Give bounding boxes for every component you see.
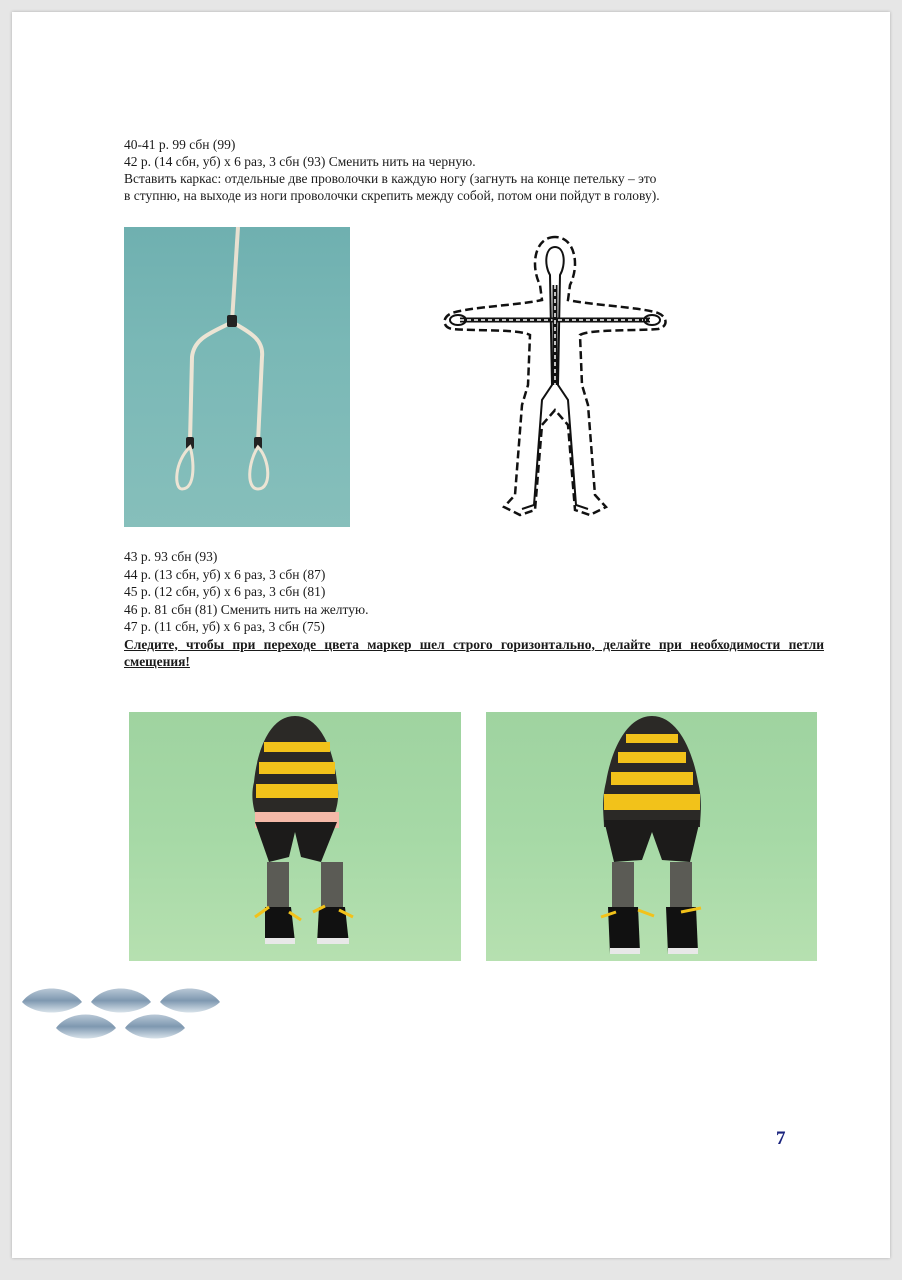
warning-note: Следите, чтобы при переходе цвета маркер шел строго горизонтально, делайте при необходимости петли смещения! — [124, 636, 824, 669]
wire-frame-illustration — [124, 227, 350, 527]
instruction-line: 43 р. 93 сбн (93) — [124, 549, 218, 564]
instruction-line: 46 р. 81 сбн (81) Сменить нить на желтую. — [124, 601, 369, 617]
instructions-bottom — [124, 548, 824, 671]
bee-body-back-illustration — [129, 712, 461, 961]
page-number: 7 — [776, 1128, 786, 1149]
instruction-line: 45 р. (12 сбн, уб) х 6 раз, 3 сбн (81) — [124, 584, 326, 599]
instructions-top — [124, 136, 824, 204]
instruction-line: 42 р. (14 сбн, уб) х 6 раз, 3 сбн (93) Сменить нить на черную. — [124, 154, 476, 169]
bee-body-front-illustration — [486, 712, 817, 961]
instruction-line: 40-41 р. 99 сбн (99) — [124, 137, 236, 152]
bee-body-photo-front — [486, 712, 817, 961]
decorative-logo — [20, 982, 225, 1050]
bee-body-photo-back — [129, 712, 461, 961]
instruction-line: Вставить каркас: отдельные две проволочки в каждую ногу (загнуть на конце петельку – это — [124, 171, 657, 186]
wire-frame-photo — [124, 227, 350, 527]
armature-diagram — [430, 225, 680, 525]
instruction-line: 44 р. (13 сбн, уб) х 6 раз, 3 сбн (87) — [124, 566, 326, 582]
instruction-line: 47 р. (11 сбн, уб) х 6 раз, 3 сбн (75) — [124, 619, 325, 634]
instruction-line: в ступню, на выходе из ноги проволочки скрепить между собой, потом они пойдут в голову). — [124, 188, 660, 203]
